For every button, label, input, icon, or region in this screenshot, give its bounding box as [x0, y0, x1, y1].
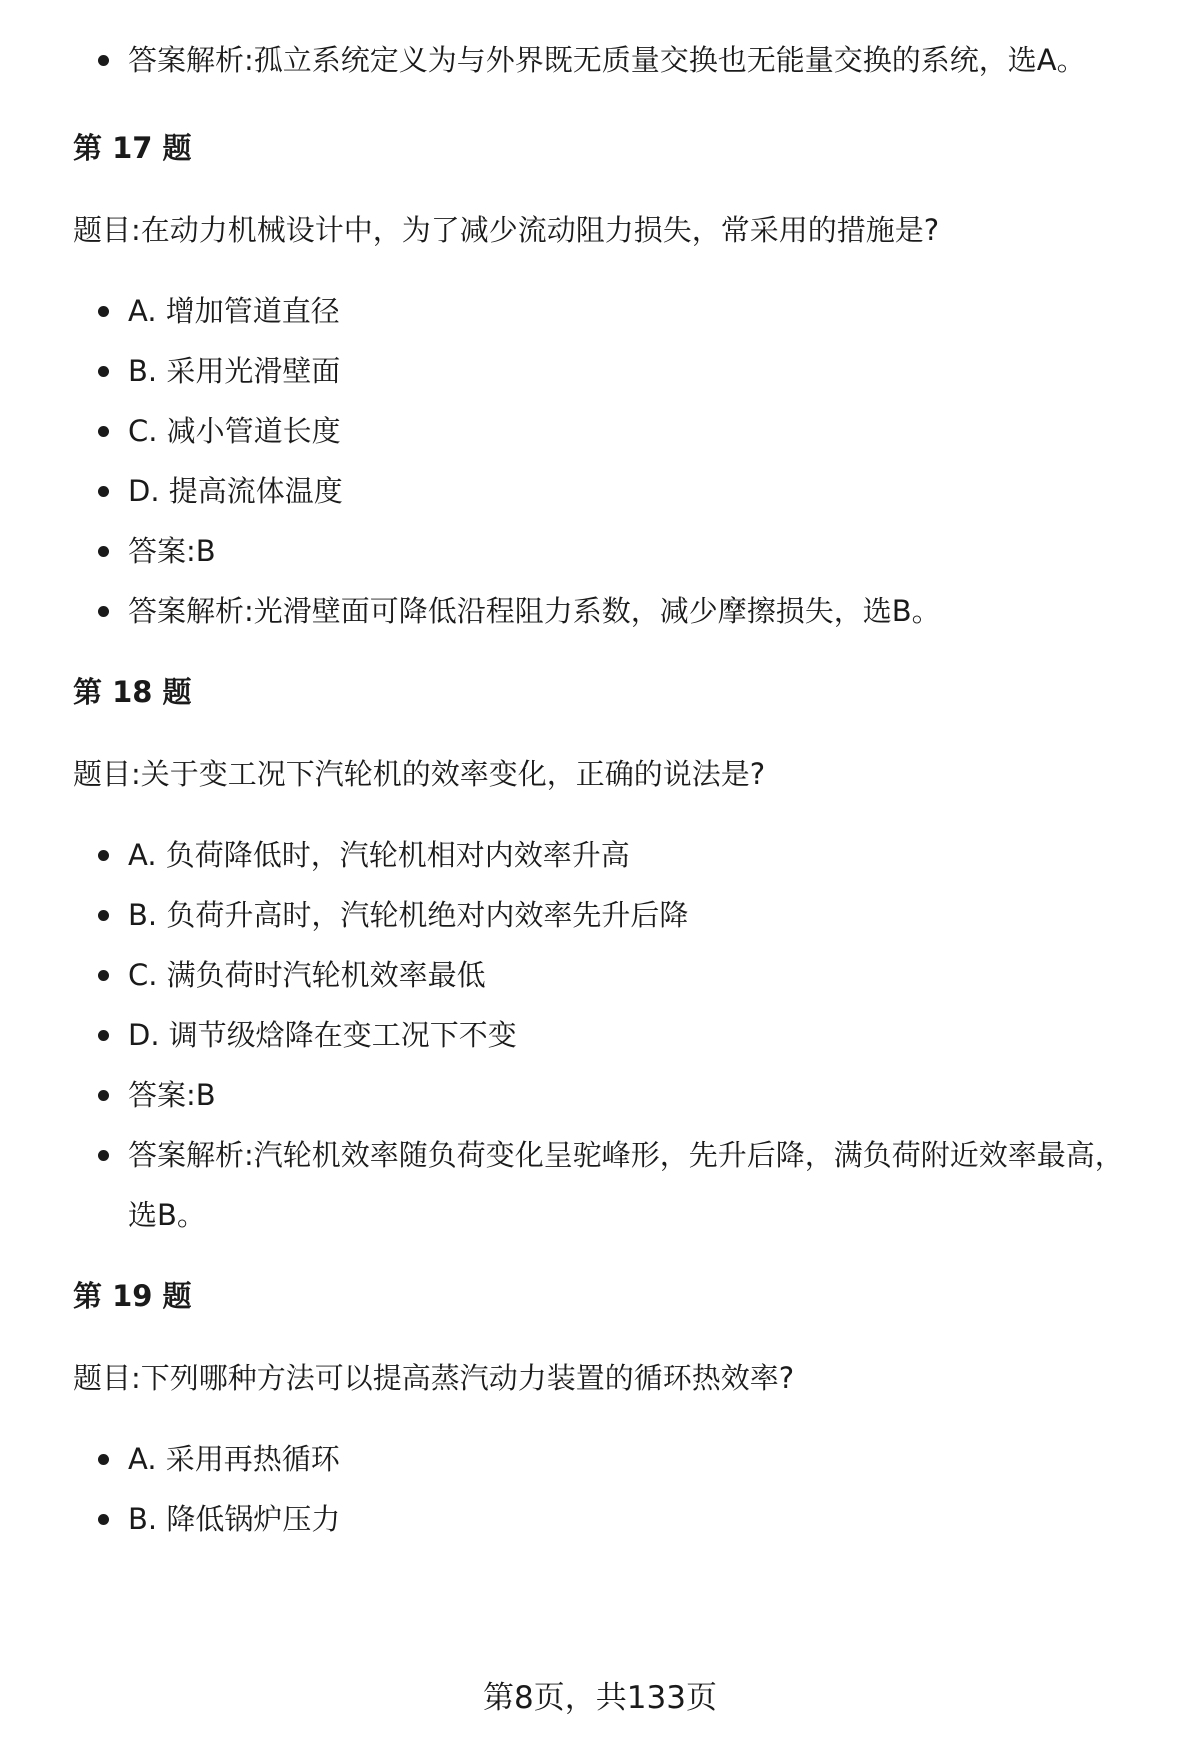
- question-title: 第 19 题: [73, 1279, 192, 1313]
- option-list: [73, 281, 1143, 641]
- question-17: [73, 128, 1143, 641]
- option-b: B. 负荷升高时，汽轮机绝对内效率先升后降: [73, 885, 1143, 945]
- question-19: [73, 1276, 1143, 1549]
- answer: 答案:B: [73, 521, 1143, 581]
- question-18: [73, 672, 1143, 1245]
- question-text: 题目:在动力机械设计中，为了减少流动阻力损失，常采用的措施是?: [73, 213, 940, 247]
- answer: 答案:B: [73, 1065, 1143, 1125]
- prev-question-list: [73, 30, 1143, 90]
- option-b: B. 降低锅炉压力: [73, 1489, 1143, 1549]
- option-list: [73, 1429, 1143, 1549]
- answer-analysis: 答案解析:汽轮机效率随负荷变化呈驼峰形，先升后降，满负荷附近效率最高，选B。: [73, 1125, 1143, 1245]
- option-d: D. 调节级焓降在变工况下不变: [73, 1005, 1143, 1065]
- option-a: A. 增加管道直径: [73, 281, 1143, 341]
- answer-analysis: 答案解析:光滑壁面可降低沿程阻力系数，减少摩擦损失，选B。: [73, 581, 1143, 641]
- option-a: A. 负荷降低时，汽轮机相对内效率升高: [73, 825, 1143, 885]
- question-text: 题目:下列哪种方法可以提高蒸汽动力装置的循环热效率?: [73, 1361, 795, 1395]
- option-c: C. 满负荷时汽轮机效率最低: [73, 945, 1143, 1005]
- question-title: 第 17 题: [73, 131, 192, 165]
- option-b: B. 采用光滑壁面: [73, 341, 1143, 401]
- page-content: [73, 43, 1143, 1549]
- question-text: 题目:关于变工况下汽轮机的效率变化，正确的说法是?: [73, 757, 766, 791]
- question-title: 第 18 题: [73, 675, 192, 709]
- option-list: [73, 825, 1143, 1245]
- option-d: D. 提高流体温度: [73, 461, 1143, 521]
- page-number-footer: 第8页，共133页: [483, 1680, 717, 1716]
- option-c: C. 减小管道长度: [73, 401, 1143, 461]
- prev-answer-analysis: 答案解析:孤立系统定义为与外界既无质量交换也无能量交换的系统，选A。: [73, 30, 1143, 90]
- option-a: A. 采用再热循环: [73, 1429, 1143, 1489]
